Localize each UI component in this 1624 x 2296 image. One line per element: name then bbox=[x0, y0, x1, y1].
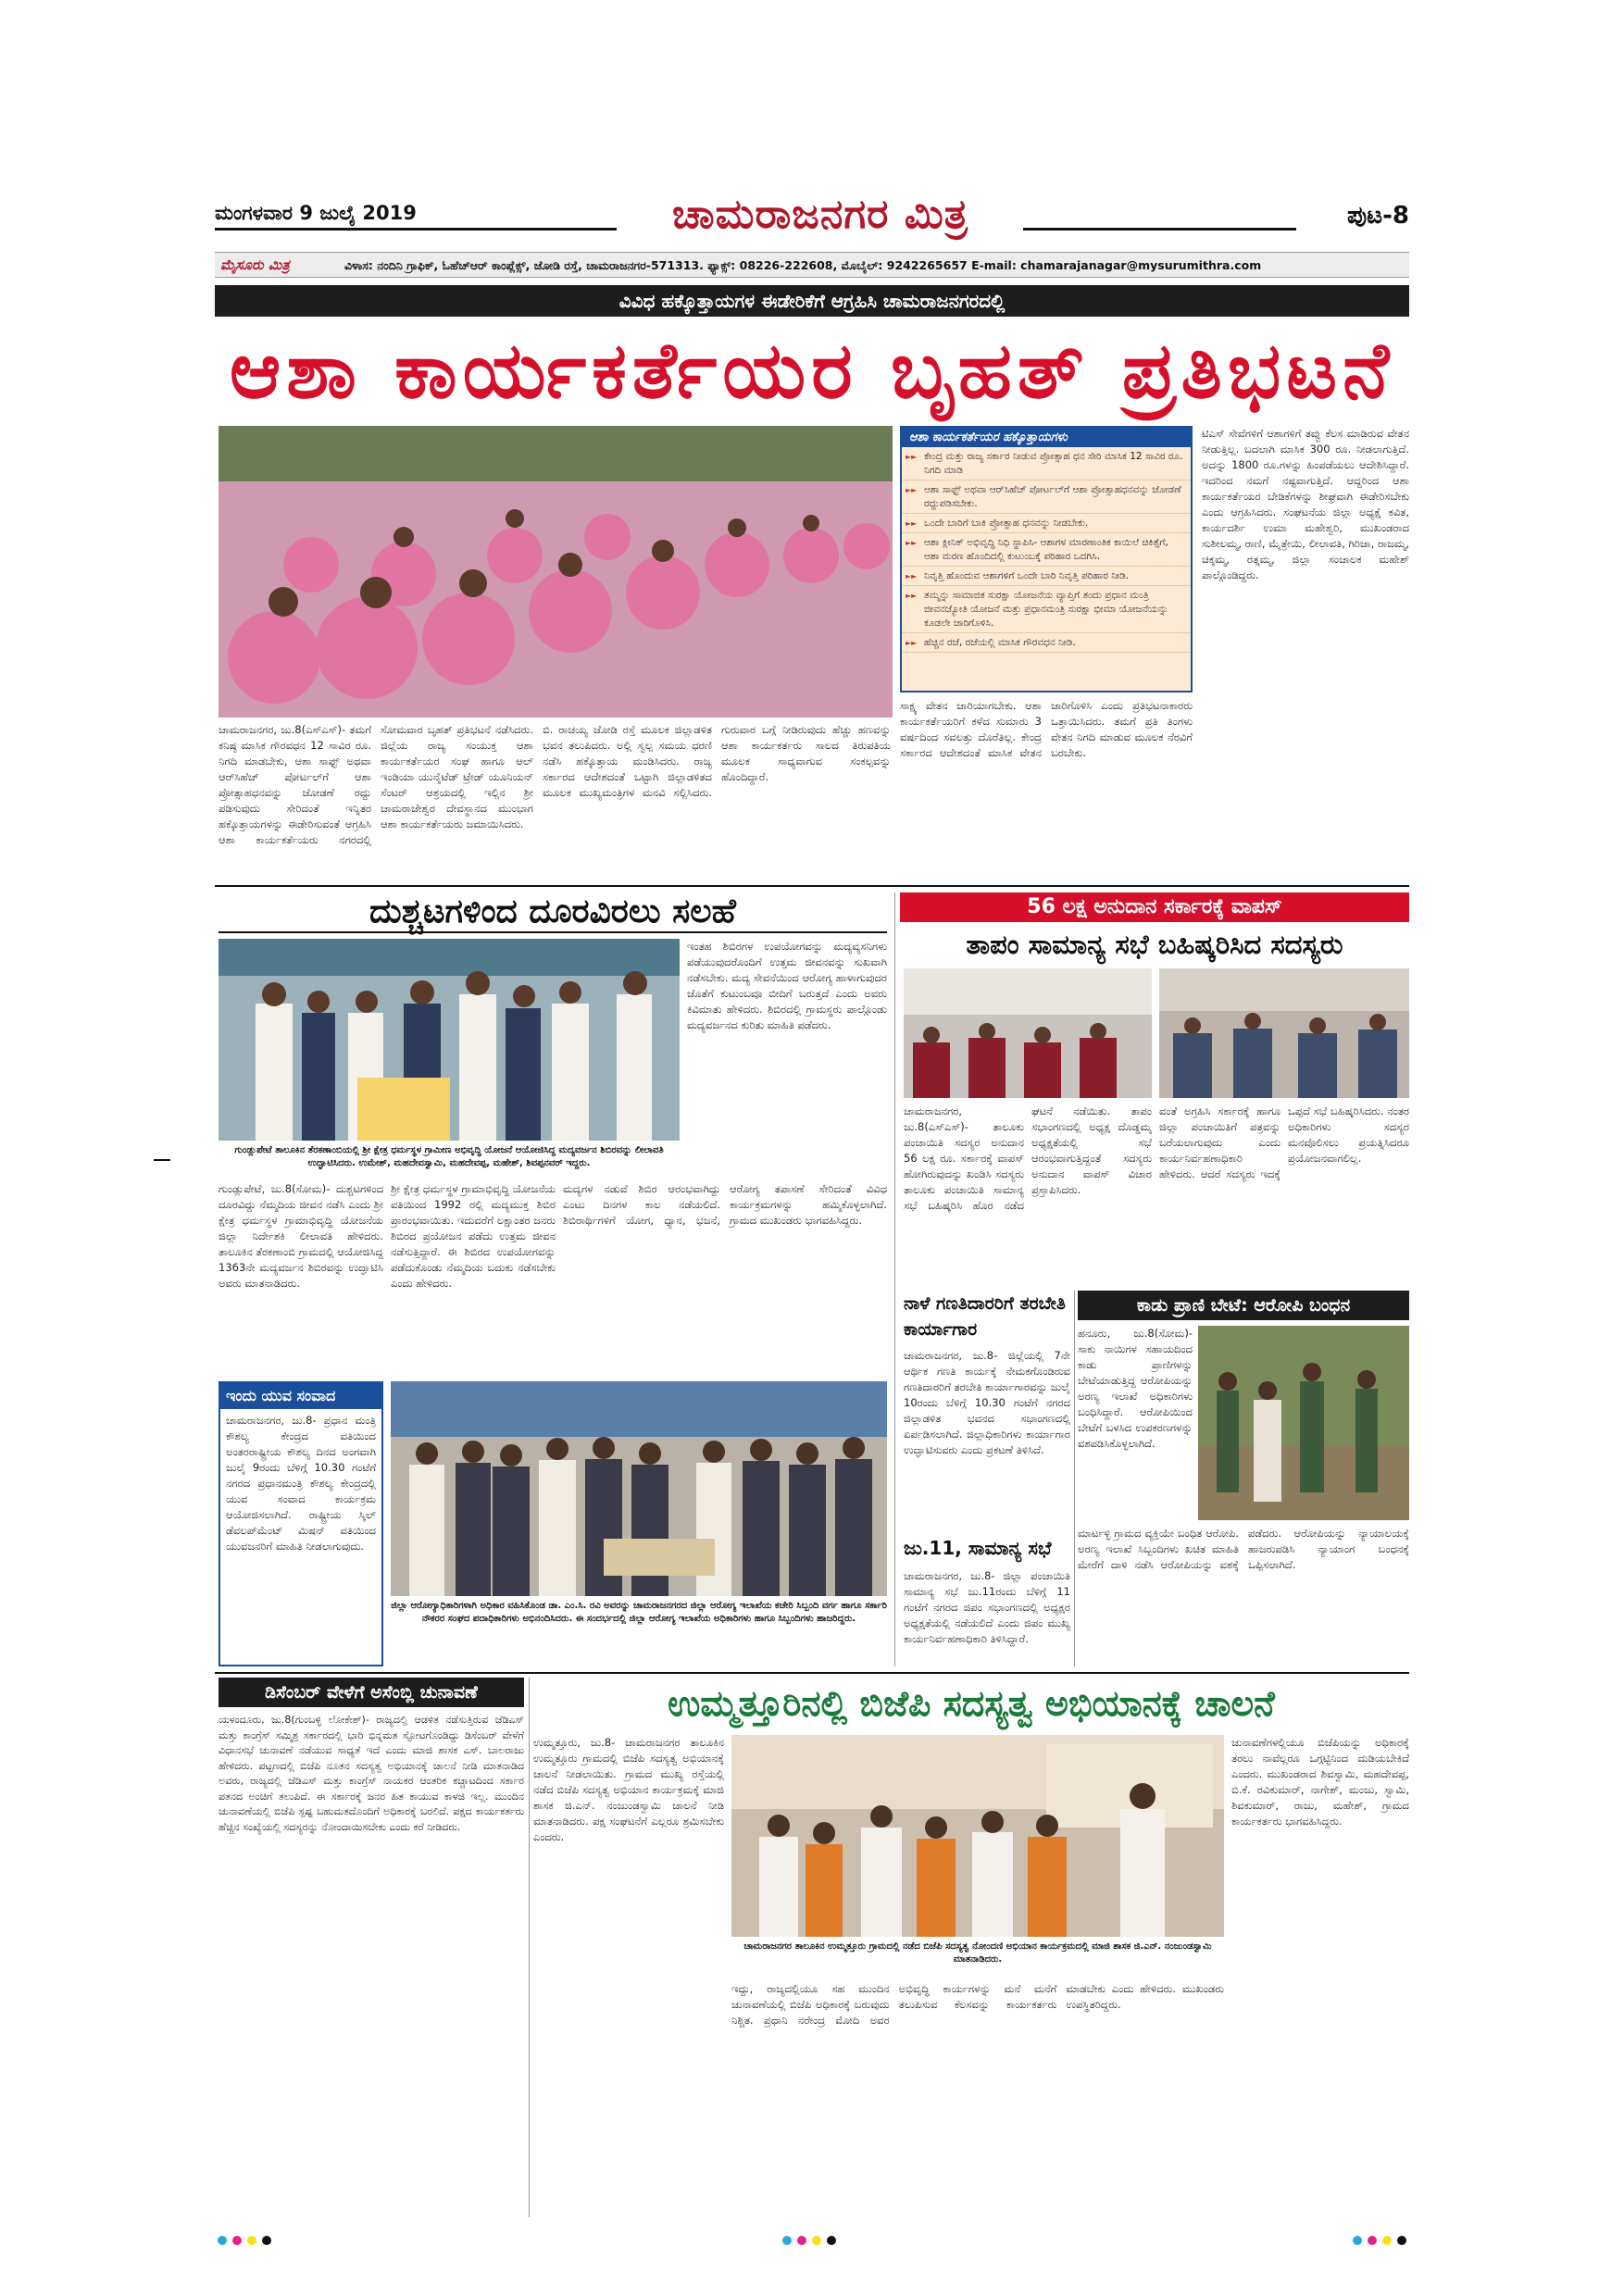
story2-photo bbox=[219, 939, 680, 1141]
story3-photo-right bbox=[1159, 968, 1409, 1098]
story2-body-b: ಶ್ರೀ ಕ್ಷೇತ್ರ ಧರ್ಮಸ್ಥಳ ಗ್ರಾಮಾಭಿವೃದ್ಧಿ ಯೋಜನೆಯ ವತಿಯಿಂದ 1992 ರಲ್ಲಿ ಮದ್ಯಮುಕ್ತ ಶಿಬಿರ ಪ್ರಾರಂಭವಾಯಿತು. ಇದುವರೆಗೆ ಲಕ್ಷಾಂತರ ಜನರು ಶಿಬಿರದ ಪ್ರಯೋಜನ ಪಡೆದು ಉತ್ತಮ ಜೀವನ ನಡೆಸುತ್ತಿದ್ದಾರೆ. ಈ ಶಿಬಿರದ ಉಪಯೋಗವನ್ನು ಪಡೆದುಕೊಂಡು ನೆಮ್ಮದಿಯ ಬದುಕು ನಡೆಸಬೇಕು ಎಂದು ಹೇಳಿದರು. bbox=[391, 1182, 556, 1290]
story8-photo bbox=[391, 1381, 887, 1596]
story6-body-a: ಹನೂರು, ಜು.8(ಸೋಮ)- ಸಾಕು ನಾಯಿಗಳ ಸಹಾಯದಿಂದ ಕಾಡು ಪ್ರಾಣಿಗಳನ್ನು ಬೇಟೆಯಾಡುತ್ತಿದ್ದ ಆರೋಪಿಯನ್ನು ಅರಣ್ಯ ಇಲಾಖೆ ಅಧಿಕಾರಿಗಳು ಬಂಧಿಸಿದ್ದಾರೆ. ಆರೋಪಿಯಿಂದ ಬೇಟೆಗೆ ಬಳಸಿದ ಉಪಕರಣಗಳನ್ನು ವಶಪಡಿಸಿಕೊಳ್ಳಲಾಗಿದೆ. bbox=[1078, 1327, 1193, 1450]
lead-body-col-a: ಚಾಮರಾಜನಗರ, ಜು.8(ಎಸ್‌ಎಸ್)- ತಮಗೆ ಕನಿಷ್ಠ ಮಾಸಿಕ ಗೌರವಧನ 12 ಸಾವಿರ ರೂ. ನಿಗದಿ ಮಾಡಬೇಕು, ಆಶಾ ಸಾಫ್ಟ್ ಅಥವಾ ಆರ್‌ಸಿಹೆಚ್ ಪೋರ್ಟಲ್‌ಗೆ ಆಶಾ ಪ್ರೋತ್ಸಾಹಧನವನ್ನು ಜೋಡಣೆ ರದ್ದು ಪಡಿಸುವುದು ಸೇರಿದಂತೆ ಇನ್ನಿತರ ಹಕ್ಕೊತ್ತಾಯಗಳನ್ನು ಈಡೇರಿಸುವಂತೆ ಆಗ್ರಹಿಸಿ ಆಶಾ ಕಾರ್ಯಕರ್ತೆಯರು ನಗರದಲ್ಲಿ ಸೋಮವಾರ ಬೃಹತ್ ಪ್ರತಿಭಟನೆ ನಡೆಸಿದರು. ಜಿಲ್ಲೆಯ ರಾಜ್ಯ ಸಂಯುಕ್ತ ಆಶಾ ಕಾರ್ಯಕರ್ತೆಯರ ಸಂಘ ಹಾಗೂ ಆಲ್ ಇಂಡಿಯಾ ಯುನೈಟೆಡ್ ಟ್ರೇಡ್ ಯೂನಿಯನ್ ಸೆಂಟರ್ ಆಶ್ರಯದಲ್ಲಿ ಇಲ್ಲಿನ ಶ್ರೀ ಚಾಮರಾಜೇಶ್ವರ ದೇವಸ್ಥಾನದ ಮುಂಭಾಗ ಆಶಾ ಕಾರ್ಯಕರ್ತೆಯರು ಜಮಾಯಿಸಿದರು. bbox=[219, 723, 533, 846]
story2-body-a: ಗುಂಡ್ಲುಪೇಟೆ, ಜು.8(ಸೋಮ)- ದುಶ್ಚಟಗಳಿಂದ ದೂರವಿದ್ದು ನೆಮ್ಮದಿಯ ಜೀವನ ನಡೆಸಿ ಎಂದು ಶ್ರೀ ಕ್ಷೇತ್ರ ಧರ್ಮಸ್ಥಳ ಗ್ರಾಮಾಭಿವೃದ್ಧಿ ಯೋಜನೆಯ ಜಿಲ್ಲಾ ನಿರ್ದೇಶಕಿ ಲೀಲಾವತಿ ಹೇಳಿದರು. ತಾಲೂಕಿನ ತೆರಕಣಾಂಬಿ ಗ್ರಾಮದಲ್ಲಿ ಆಯೋಜಿಸಿದ್ದ 1363ನೇ ಮದ್ಯವರ್ಜನ ಶಿಬಿರವನ್ನು ಉದ್ಘಾಟಿಸಿ ಅವರು ಮಾತನಾಡಿದರು. bbox=[219, 1182, 383, 1290]
story7-body: ಚಾಮರಾಜನಗರ, ಜು.8- ಪ್ರಧಾನ ಮಂತ್ರಿ ಕೌಶಲ್ಯ ಕೇಂದ್ರದ ವತಿಯಿಂದ ಅಂತರರಾಷ್ಟ್ರೀಯ ಕೌಶಲ್ಯ ದಿನದ ಅಂಗವಾಗಿ ಜುಲೈ 9ರಂದು ಬೆಳಿಗ್ಗೆ 10.30 ಗಂಟೆಗೆ ನಗರದ ಪ್ರಧಾನಮಂತ್ರಿ ಕೌಶಲ್ಯ ಕೇಂದ್ರದಲ್ಲಿ ಯುವ ಸಂವಾದ ಕಾರ್ಯಕ್ರಮ ಆಯೋಜಿಸಲಾಗಿದೆ. ರಾಷ್ಟ್ರೀಯ ಸ್ಕಿಲ್ ಡೆವಲಪ್‌ಮೆಂಟ್ ಮಿಷನ್ ವತಿಯಿಂದ ಯುವಜನರಿಗೆ ಮಾಹಿತಿ ನೀಡಲಾಗುವುದು. bbox=[226, 1414, 376, 1553]
demand-item: ►► ಹೆಚ್ಚಿನ ರಜೆ, ರಜೆಯಲ್ಲಿ ಮಾಸಿಕ ಗೌರವಧನ ನೀಡಿ. bbox=[902, 633, 1191, 653]
story10-body-a: ಉಮ್ಮತ್ತೂರು, ಜು.8- ಚಾಮರಾಜನಗರ ತಾಲೂಕಿನ ಉಮ್ಮತ್ತೂರು ಗ್ರಾಮದಲ್ಲಿ ಬಿಜೆಪಿ ಸದಸ್ಯತ್ವ ಅಭಿಯಾನಕ್ಕೆ ಚಾಲನೆ ನೀಡಲಾಯಿತು. ಗ್ರಾಮದ ಮುಖ್ಯ ರಸ್ತೆಯಲ್ಲಿ ನಡೆದ ಬಿಜೆಪಿ ಸದಸ್ಯತ್ವ ಅಭಿಯಾನ ಕಾರ್ಯಕ್ರಮಕ್ಕೆ ಮಾಜಿ ಶಾಸಕ ಜಿ.ಎನ್. ನಂಜುಂಡಸ್ವಾಮಿ ಚಾಲನೆ ನೀಡಿ ಮಾತನಾಡಿದರು. ಪಕ್ಷ ಸಂಘಟನೆಗೆ ಎಲ್ಲರೂ ಶ್ರಮಿಸಬೇಕು ಎಂದರು. bbox=[533, 1736, 724, 1843]
date-line: ಮಂಗಳವಾರ 9 ಜುಲೈ 2019 bbox=[215, 202, 417, 224]
lead-headline: ಆಶಾ ಕಾರ್ಯಕರ್ತೆಯರ ಬೃಹತ್ ಪ್ರತಿಭಟನೆ bbox=[229, 325, 1395, 416]
demands-box bbox=[900, 426, 1193, 693]
story10-body-b: ಇದ್ದು, ರಾಜ್ಯದಲ್ಲಿಯೂ ಸಹ ಮುಂದಿನ ಚುನಾವಣೆಯಲ್ಲಿ ಬಿಜೆಪಿ ಅಧಿಕಾರಕ್ಕೆ ಬರುವುದು ನಿಶ್ಚಿತ. ಪ್ರಧಾನಿ ನರೇಂದ್ರ ಮೋದಿ ಅವರ ಅಭಿವೃದ್ಧಿ ಕಾರ್ಯಗಳನ್ನು ಮನೆ ಮನೆಗೆ ತಲುಪಿಸುವ ಕೆಲಸವನ್ನು ಕಾರ್ಯಕರ್ತರು ಮಾಡಬೇಕು ಎಂದು ಹೇಳಿದರು. ಮುಖಂಡರು ಉಪಸ್ಥಿತರಿದ್ದರು. bbox=[731, 1982, 1224, 2027]
story2-body-c: ಮದ್ಯಗಳ ನಡುವೆ ಶಿಬಿರ ಆರಂಭವಾಗಿದ್ದು ಎಂಟು ದಿನಗಳ ಕಾಲ ನಡೆಯಲಿದೆ. ಶಿಬಿರಾರ್ಥಿಗಳಿಗೆ ಯೋಗ, ಧ್ಯಾನ, ಭಜನೆ, ಆರೋಗ್ಯ ತಪಾಸಣೆ ಸೇರಿದಂತೆ ವಿವಿಧ ಕಾರ್ಯಕ್ರಮಗಳನ್ನು ಹಮ್ಮಿಕೊಳ್ಳಲಾಗಿದೆ. ಗ್ರಾಮದ ಮುಖಂಡರು ಭಾಗವಹಿಸಿದ್ದರು. bbox=[563, 1182, 887, 1227]
brand-logo-text: ಮೈಸೂರು ಮಿತ್ರ bbox=[220, 256, 290, 273]
page-number: ಪುಟ-8 bbox=[1346, 202, 1409, 230]
story3-body-b: ವಂತೆ ಅಗ್ರಹಿಸಿ ಸರ್ಕಾರಕ್ಕೆ ಹಾಗೂ ಜಿಲ್ಲಾ ಪಂಚಾಯಿತಿಗೆ ಪತ್ರವನ್ನು ಬರೆಯಲಾಗುವುದು ಎಂದು ಕಾರ್ಯನಿರ್ವಹಣಾಧಿಕಾರಿ ಹೇಳಿದರು. ಆದರೆ ಸದಸ್ಯರು ಇದಕ್ಕೆ ಒಪ್ಪದೆ ಸಭೆ ಬಹಿಷ್ಕರಿಸಿದರು. ನಂತರ ಅಧಿಕಾರಿಗಳು ಸದಸ್ಯರ ಮನವೊಲಿಸಲು ಪ್ರಯತ್ನಿಸಿದರೂ ಪ್ರಯೋಜನವಾಗಲಿಲ್ಲ. bbox=[1159, 1104, 1409, 1180]
demand-item: ►► ಒಂದೇ ಬಾರಿಗೆ ಬಾಕಿ ಪ್ರೋತ್ಸಾಹ ಧನವನ್ನು ನೀಡಬೇಕು. bbox=[902, 514, 1191, 533]
story7-box bbox=[219, 1381, 383, 1666]
story6-photo bbox=[1198, 1326, 1409, 1520]
section-divider bbox=[215, 1672, 1409, 1674]
registration-marks bbox=[215, 2231, 274, 2249]
story4-body: ಚಾಮರಾಜನಗರ, ಜು.8- ಜಿಲ್ಲೆಯಲ್ಲಿ 7ನೇ ಆರ್ಥಿಕ ಗಣತಿ ಕಾರ್ಯಕ್ಕೆ ನೇಮಕಗೊಂಡಿರುವ ಗಣತಿದಾರರಿಗೆ ತರಬೇತಿ ಕಾರ್ಯಾಗಾರವನ್ನು ಜುಲೈ 10ರಂದು ಬೆಳಿಗ್ಗೆ 10.30 ಗಂಟೆಗೆ ನಗರದ ಜಿಲ್ಲಾಡಳಿತ ಭವನದ ಸಭಾಂಗಣದಲ್ಲಿ ಏರ್ಪಡಿಸಲಾಗಿದೆ. ಜಿಲ್ಲಾಧಿಕಾರಿಗಳು ಕಾರ್ಯಾಗಾರ ಉದ್ಘಾಟಿಸುವರು ಎಂದು ಪ್ರಕಟಣೆ ತಿಳಿಸಿದೆ. bbox=[904, 1349, 1070, 1456]
story9-body: ಯಳಂದೂರು, ಜು.8(ಗುಂಬಳ್ಳಿ ಲೋಕೇಶ್)- ರಾಜ್ಯದಲ್ಲಿ ಆಡಳಿತ ನಡೆಸುತ್ತಿರುವ ಜೆಡಿಎಸ್ ಮತ್ತು ಕಾಂಗ್ರೆಸ್ ಸಮ್ಮಿಶ್ರ ಸರ್ಕಾರದಲ್ಲಿ ಭಾರಿ ಭಿನ್ನಮತ ಸ್ಫೋಟಗೊಂಡಿದ್ದು ಡಿಸೆಂಬರ್ ವೇಳೆಗೆ ವಿಧಾನಸಭೆ ಚುನಾವಣೆ ನಡೆಯುವ ಸಾಧ್ಯತೆ ಇದೆ ಎಂದು ಮಾಜಿ ಶಾಸಕ ಎಸ್. ಬಾಲರಾಜು ಹೇಳಿದರು. ಪಟ್ಟಣದಲ್ಲಿ ಬಿಜೆಪಿ ನೂತನ ಸದಸ್ಯತ್ವ ಅಭಿಯಾನಕ್ಕೆ ಚಾಲನೆ ನೀಡಿ ಮಾತನಾಡಿದ ಅವರು, ರಾಜ್ಯದಲ್ಲಿ ಜೆಡಿಎಸ್ ಮತ್ತು ಕಾಂಗ್ರೆಸ್ ನಾಯಕರ ಆಂತರಿಕ ಕಚ್ಚಾಟದಿಂದ ಸರ್ಕಾರ ಪತನದ ಅಂಚಿಗೆ ತಲುಪಿದೆ. ಈ ಸರ್ಕಾರಕ್ಕೆ ಜನರ ಹಿತ ಕಾಯುವ ಕಾಳಜಿ ಇಲ್ಲ. ಮುಂದಿನ ಚುನಾವಣೆಯಲ್ಲಿ ಬಿಜೆಪಿ ಸ್ಪಷ್ಟ ಬಹುಮತದೊಂದಿಗೆ ಅಧಿಕಾರಕ್ಕೆ ಬರಲಿದೆ. ಪಕ್ಷದ ಕಾರ್ಯಕರ್ತರು ಹೆಚ್ಚಿನ ಸಂಖ್ಯೆಯಲ್ಲಿ ಸದಸ್ಯರನ್ನು ನೋಂದಾಯಿಸಬೇಕು ಎಂದು ಕರೆ ನೀಡಿದರು. bbox=[219, 1714, 524, 1833]
story3-body-a: ಚಾಮರಾಜನಗರ, ಜು.8(ಎಸ್‌ಎಸ್)- ತಾಲೂಕು ಪಂಚಾಯಿತಿ ಸದಸ್ಯರ ಅನುದಾನ 56 ಲಕ್ಷ ರೂ. ಸರ್ಕಾರಕ್ಕೆ ವಾಪಸ್ ಹೋಗಿರುವುದನ್ನು ಖಂಡಿಸಿ ಸದಸ್ಯರು ತಾಲೂಕು ಪಂಚಾಯಿತಿ ಸಾಮಾನ್ಯ ಸಭೆ ಬಹಿಷ್ಕರಿಸಿ ಹೊರ ನಡೆದ ಘಟನೆ ನಡೆಯಿತು. ತಾಪಂ ಸಭಾಂಗಣದಲ್ಲಿ ಅಧ್ಯಕ್ಷ ದೊಡ್ಡಮ್ಮ ಅಧ್ಯಕ್ಷತೆಯಲ್ಲಿ ಸಭೆ ಆರಂಭವಾಗುತ್ತಿದ್ದಂತೆ ಸದಸ್ಯರು ಅನುದಾನ ವಾಪಸ್ ವಿಚಾರ ಪ್ರಸ್ತಾಪಿಸಿದರು. bbox=[904, 1104, 1152, 1212]
demand-item: ►► ಕೇಂದ್ರ ಮತ್ತು ರಾಜ್ಯ ಸರ್ಕಾರ ನೀಡುವ ಪ್ರೋತ್ಸಾಹ ಧನ ಸೇರಿ ಮಾಸಿಕ 12 ಸಾವಿರ ರೂ. ನಿಗದಿ ಮಾಡಿ bbox=[902, 447, 1191, 480]
story2-side-text: ಇಂತಹ ಶಿಬಿರಗಳ ಉಪಯೋಗವನ್ನು ಮದ್ಯವ್ಯಸನಿಗಳು ಪಡೆಯುವುದರೊಂದಿಗೆ ಉತ್ತಮ ಜೀವನವನ್ನು ಸುಖವಾಗಿ ನಡೆಸಬೇಕು. ಮದ್ಯ ಸೇವನೆಯಿಂದ ಆರೋಗ್ಯ ಹಾಳಾಗುವುದರ ಜೊತೆಗೆ ಕುಟುಂಬವೂ ಬೀದಿಗೆ ಬರುತ್ತದೆ ಎಂದು ಅವರು ಕಿವಿಮಾತು ಹೇಳಿದರು. ಶಿಬಿರದಲ್ಲಿ ಗ್ರಾಮಸ್ಥರು ಪಾಲ್ಗೊಂಡು ಮದ್ಯವರ್ಜನದ ಕುರಿತು ಮಾಹಿತಿ ಪಡೆದರು. bbox=[687, 940, 887, 1031]
column-rule bbox=[894, 892, 895, 1666]
demand-item: ►► ಆಶಾ ಕ್ಲೀನಿಕ್ ಅಭಿವೃದ್ಧಿ ನಿಧಿ ಸ್ಥಾಪಿಸಿ- ಆಶಾಗಳ ಮಾರಣಾಂತಿಕ ಕಾಯಿಲೆ ಚಿಕಿತ್ಸೆಗೆ, ಆಶಾ ಮರಣ ಹೊಂದಿದಲ್ಲಿ ಕುಟುಂಬಕ್ಕೆ ಪರಿಹಾರ ಒದಗಿಸಿ. bbox=[902, 533, 1191, 567]
demand-item: ►► ನಿವೃತ್ತಿ ಹೊಂದುವ ಆಶಾಗಳಿಗೆ ಒಂದೇ ಬಾರಿ ನಿವೃತ್ತಿ ಪರಿಹಾರ ನೀಡಿ. bbox=[902, 567, 1191, 586]
address-text: ವಿಳಾಸ: ನಂದಿನಿ ಗ್ರಾಫಿಕ್, ಓಹೆಚ್‌ಆರ್ ಕಾಂಪ್ಲೆಕ್ಸ್, ಜೋಡಿ ರಸ್ತೆ, ಚಾಮರಾಜನಗರ-571313. ಫ್ಯಾಕ್ಸ್: 08226-222608, ಮೊಬೈಲ್: 9242265657 E-mail: chamarajanagar@mysurumithra.com bbox=[344, 258, 1262, 272]
story5-headline: ಜು.11, ಸಾಮಾನ್ಯ ಸಭೆ bbox=[904, 1537, 1052, 1559]
story3-photo-left bbox=[904, 968, 1152, 1098]
story10-headline: ಉಮ್ಮತ್ತೂರಿನಲ್ಲಿ ಬಿಜೆಪಿ ಸದಸ್ಯತ್ವ ಅಭಿಯಾನಕ್ಕೆ ಚಾಲನೆ bbox=[668, 1683, 1275, 1724]
story4-headline: ನಾಳೆ ಗಣತಿದಾರರಿಗೆ ತರಬೇತಿ ಕಾರ್ಯಾಗಾರ bbox=[904, 1293, 1066, 1340]
demands-title: ಆಶಾ ಕಾರ್ಯಕರ್ತೆಯರ ಹಕ್ಕೊತ್ತಾಯಗಳು bbox=[902, 428, 1191, 447]
lead-body-col-b: ಬಿ. ರಾಚಯ್ಯ ಜೋಡಿ ರಸ್ತೆ ಮೂಲಕ ಜಿಲ್ಲಾಡಳಿತ ಭವನ ತಲುಪಿದರು. ಅಲ್ಲಿ ಸ್ವಲ್ಪ ಸಮಯ ಧರಣಿ ನಡೆಸಿ ಹಕ್ಕೊತ್ತಾಯ ಮಂಡಿಸಿದರು. ರಾಜ್ಯ ಸರ್ಕಾರದ ಆದೇಶದಂತೆ ಒಟ್ಟಾಗಿ ಜಿಲ್ಲಾಡಳಿತದ ಮೂಲಕ ಮುಖ್ಯಮಂತ್ರಿಗಳ ಮನವಿ ಸಲ್ಲಿಸಿದರು. ಗುರುವಾರ ಬಗ್ಗೆ ನೀಡಿರುವುದು ಹೆಚ್ಚು ಹಣವನ್ನು ಆಶಾ ಕಾರ್ಯಕರ್ತರು ಸಾಲದ ತಿರುಪತಿಯ ಮೂಲಕ ಸಾಧ್ಯವಾಗುವ ಸಂಕಲ್ಪವನ್ನು ಹೊಂದಿದ್ದಾರೆ. bbox=[543, 723, 891, 799]
story5-body: ಚಾಮರಾಜನಗರ, ಜು.8- ಜಿಲ್ಲಾ ಪಂಚಾಯಿತಿ ಸಾಮಾನ್ಯ ಸಭೆ ಜು.11ರಂದು ಬೆಳಿಗ್ಗೆ 11 ಗಂಟೆಗೆ ನಗರದ ಜಿಪಂ ಸಭಾಂಗಣದಲ್ಲಿ ಅಧ್ಯಕ್ಷರ ಅಧ್ಯಕ್ಷತೆಯಲ್ಲಿ ನಡೆಯಲಿದೆ ಎಂದು ಜಿಪಂ ಮುಖ್ಯ ಕಾರ್ಯನಿರ್ವಹಣಾಧಿಕಾರಿ ತಿಳಿಸಿದ್ದಾರೆ. bbox=[904, 1569, 1070, 1645]
story8-caption: ಜಿಲ್ಲಾ ಆರೋಗ್ಯಾಧಿಕಾರಿಗಳಾಗಿ ಅಧಿಕಾರ ವಹಿಸಿಕೊಂಡ ಡಾ. ಎಂ.ಸಿ. ರವಿ ಅವರನ್ನು ಚಾಮರಾಜನಗರದ ಜಿಲ್ಲಾ ಆರೋಗ್ಯ ಇಲಾಖೆಯ ಕಚೇರಿ ಸಿಬ್ಬಂದಿ ವರ್ಗ ಹಾಗೂ ಸರ್ಕಾರಿ ನೌಕರರ ಸಂಘದ ಪದಾಧಿಕಾರಿಗಳು ಅಭಿನಂದಿಸಿದರು. ಈ ಸಂದರ್ಭದಲ್ಲಿ ಜಿಲ್ಲಾ ಆರೋಗ್ಯ ಇಲಾಖೆಯ ಅಧಿಕಾರಿಗಳು ಹಾಗೂ ಸಿಬ್ಬಂದಿಗಳು ಹಾಜರಿದ್ದರು. bbox=[391, 1601, 887, 1624]
registration-marks bbox=[780, 2231, 839, 2249]
lead-body-col-d: ಟಿಎಸ್ ಸೇವೆಗಳಿಗೆ ಆಶಾಗಳಿಗೆ ತವ್ವು ಕೆಲಸ ಮಾಡಿರುವ ವೇತನ ನೀಡುತ್ತಿಲ್ಲ. ಬದಲಾಗಿ ಮಾಸಿಕ 300 ರೂ. ನೀಡಲಾಗುತ್ತಿದೆ. ಅದನ್ನು 1800 ರೂ.ಗಳನ್ನು ಹಿಂಪಡೆಯಲು ಆದೇಶಿಸಿದ್ದಾರೆ. ಇದರಿಂದ ನಮಗೆ ನಷ್ಟವಾಗುತ್ತಿದೆ. ಆದ್ದರಿಂದ ಆಶಾ ಕಾರ್ಯಕರ್ತೆಯರ ಬೇಡಿಕೆಗಳನ್ನು ಶೀಘ್ರವಾಗಿ ಈಡೇರಿಸಬೇಕು ಎಂದು ಆಗ್ರಹಿಸಿದರು. ಸಂಘಟನೆಯ ಜಿಲ್ಲಾ ಅಧ್ಯಕ್ಷೆ ಕವಿತ, ಕಾರ್ಯದರ್ಶಿ ಉಮಾ ಮಹೇಶ್ವರಿ, ಮುಖಂಡರಾದ ಸುಶೀಲಮ್ಮ, ರಾಣಿ, ಮೈತ್ರೇಯಿ, ಲೀಲಾವತಿ, ಗಿರಿಜಾ, ರಾಜಮ್ಮ, ಚಿಕ್ಕಮ್ಮ, ರತ್ನಮ್ಮ, ಜಿಲ್ಲಾ ಸಂಚಾಲಕ ಮಹೇಶ್ ಪಾಲ್ಗೊಂಡಿದ್ದರು. bbox=[1202, 427, 1409, 581]
story9-headline: ಡಿಸೆಂಬರ್ ವೇಳೆಗೆ ಅಸೆಂಬ್ಲಿ ಚುನಾವಣೆ bbox=[219, 1678, 524, 1707]
address-bar bbox=[215, 252, 1409, 278]
story10-body-c: ಚುನಾವಣೆಗಳಲ್ಲಿಯೂ ಬಿಜೆಪಿಯನ್ನು ಅಧಿಕಾರಕ್ಕೆ ತರಲು ನಾವೆಲ್ಲರೂ ಒಗ್ಗಟ್ಟಿನಿಂದ ದುಡಿಯಬೇಕಿದೆ ಎಂದರು. ಮುಖಂಡರಾದ ಶಿವಸ್ವಾಮಿ, ಮಹದೇವಪ್ಪ, ಬಿ.ಕೆ. ರವಿಕುಮಾರ್, ನಾಗೇಶ್, ಮಂಜು, ಸ್ವಾಮಿ, ಶಿವಕುಮಾರ್, ರಾಜು, ಮಹೇಶ್, ಗ್ರಾಮದ ಕಾರ್ಯಕರ್ತರು ಭಾಗವಹಿಸಿದ್ದರು. bbox=[1231, 1736, 1409, 1828]
masthead-title: ಚಾಮರಾಜನಗರ ಮಿತ್ರ bbox=[672, 191, 968, 238]
story10-caption: ಚಾಮರಾಜನಗರ ತಾಲೂಕಿನ ಉಮ್ಮತ್ತೂರು ಗ್ರಾಮದಲ್ಲಿ ನಡೆದ ಬಿಜೆಪಿ ಸದಸ್ಯತ್ವ ನೋಂದಣಿ ಅಭಿಯಾನ ಕಾರ್ಯಕ್ರಮದಲ್ಲಿ ಮಾಜಿ ಶಾಸಕ ಜಿ.ಎನ್. ನಂಜುಂಡಸ್ವಾಮಿ ಮಾತನಾಡಿದರು. bbox=[743, 1941, 1212, 1965]
story6-body-b: ಮಾರ್ಟಳ್ಳಿ ಗ್ರಾಮದ ವ್ಯಕ್ತಿಯೇ ಬಂಧಿತ ಆರೋಪಿ. ಅರಣ್ಯ ಇಲಾಖೆ ಸಿಬ್ಬಂದಿಗಳು ಖಚಿತ ಮಾಹಿತಿ ಮೇರೆಗೆ ದಾಳಿ ನಡೆಸಿ ಆರೋಪಿಯನ್ನು ವಶಕ್ಕೆ ಪಡೆದರು. ಆರೋಪಿಯನ್ನು ನ್ಯಾಯಾಲಯಕ್ಕೆ ಹಾಜರುಪಡಿಸಿ ನ್ಯಾಯಾಂಗ ಬಂಧನಕ್ಕೆ ಒಪ್ಪಿಸಲಾಗಿದೆ. bbox=[1078, 1527, 1409, 1571]
story6-headline: ಕಾಡು ಪ್ರಾಣಿ ಬೇಟೆ: ಆರೋಪಿ ಬಂಧನ bbox=[1078, 1291, 1409, 1320]
column-rule bbox=[529, 1678, 530, 2217]
lead-photo bbox=[219, 426, 893, 718]
story3-tag: 56 ಲಕ್ಷ ಅನುದಾನ ಸರ್ಕಾರಕ್ಕೆ ವಾಪಸ್ bbox=[900, 892, 1409, 922]
masthead-rule-left bbox=[215, 228, 617, 231]
story2-caption: ಗುಂಡ್ಲುಪೇಟೆ ತಾಲೂಕಿನ ತೆರಕಣಾಂಬಿಯಲ್ಲಿ ಶ್ರೀ ಕ್ಷೇತ್ರ ಧರ್ಮಸ್ಥಳ ಗ್ರಾಮೀಣ ಅಭಿವೃದ್ಧಿ ಯೋಜನೆ ಆಯೋಜಿಸಿದ್ದ ಮದ್ಯವರ್ಜನ ಶಿಬಿರವನ್ನು ಲೀಲಾವತಿ ಉದ್ಘಾಟಿಸಿದರು. ಉಮೇಶ್, ಮಹದೇವಸ್ವಾಮಿ, ಮಹದೇವಪ್ಪ, ಮಹೇಶ್, ಶಿವಪ್ಪನವರ್ ಇದ್ದರು. bbox=[234, 1145, 664, 1168]
story10-photo bbox=[731, 1735, 1224, 1937]
story7-headline: ಇಂದು ಯುವ ಸಂವಾದ bbox=[220, 1383, 381, 1409]
demand-item: ►► ತಮ್ಮನ್ನು ಸಾಮಾಜಿಕ ಸುರಕ್ಷಾ ಯೋಜನೆಯ ವ್ಯಾಪ್ತಿಗೆ ತಂದು ಪ್ರಧಾನ ಮಂತ್ರಿ ಜೀವನಜ್ಯೋತಿ ಯೋಜನೆ ಮತ್ತು ಪ್ರಧಾನಮಂತ್ರಿ ಸುರಕ್ಷಾ ಭೀಮಾ ಯೋಜನೆಯನ್ನು ಕೂಡಲೇ ಜಾರಿಗೊಳಿಸಿ. bbox=[902, 586, 1191, 633]
lead-kicker: ವಿವಿಧ ಹಕ್ಕೊತ್ತಾಯಗಳ ಈಡೇರಿಕೆಗೆ ಆಗ್ರಹಿಸಿ ಚಾಮರಾಜನಗರದಲ್ಲಿ bbox=[215, 285, 1409, 317]
margin-tick bbox=[154, 1159, 170, 1161]
column-rule bbox=[1074, 1291, 1075, 1666]
lead-body-col-c: ಸಾಕ್ಷ್ಯ ವೇತನ ಜಾರಿಯಾಗಬೇಕು. ಆಶಾ ಕಾರ್ಯಕರ್ತೆಯರಿಗೆ ಕಳೆದ ಸುಮಾರು 3 ವರ್ಷದಿಂದ ಸವಲತ್ತು ದೊರೆತಿಲ್ಲ. ಕೇಂದ್ರ ಸರ್ಕಾರದ ಆದೇಶದಂತೆ ಮಾಸಿಕ ವೇತನ ಜಾರಿಗೊಳಿಸಿ ಎಂದು ಪ್ರತಿಭಟನಾಕಾರರು ಒತ್ತಾಯಿಸಿದರು. ತಮಗೆ ಪ್ರತಿ ತಿಂಗಳು ವೇತನ ನಿಗದಿ ಮಾಡುವ ಮೂಲಕ ನೆರವಿಗೆ ಬರಬೇಕು. bbox=[900, 699, 1193, 759]
story3-headline: ತಾಪಂ ಸಾಮಾನ್ಯ ಸಭೆ ಬಹಿಷ್ಕರಿಸಿದ ಸದಸ್ಯರು bbox=[966, 929, 1343, 960]
masthead-rule-right bbox=[1023, 228, 1296, 231]
section-divider bbox=[215, 885, 1409, 887]
story2-headline: ದುಶ್ಚಟಗಳಿಂದ ದೂರವಿರಲು ಸಲಹೆ bbox=[219, 891, 887, 933]
demand-item: ►► ಆಶಾ ಸಾಫ್ಟ್ ಅಥವಾ ಆರ್‌ಸಿಹೆಚ್ ಪೋರ್ಟಲ್‌ಗೆ ಆಶಾ ಪ್ರೋತ್ಸಾಹಧನವನ್ನು ಜೋಡಣೆ ರದ್ದುಪಡಿಸಬೇಕು. bbox=[902, 480, 1191, 514]
registration-marks bbox=[1350, 2231, 1409, 2249]
